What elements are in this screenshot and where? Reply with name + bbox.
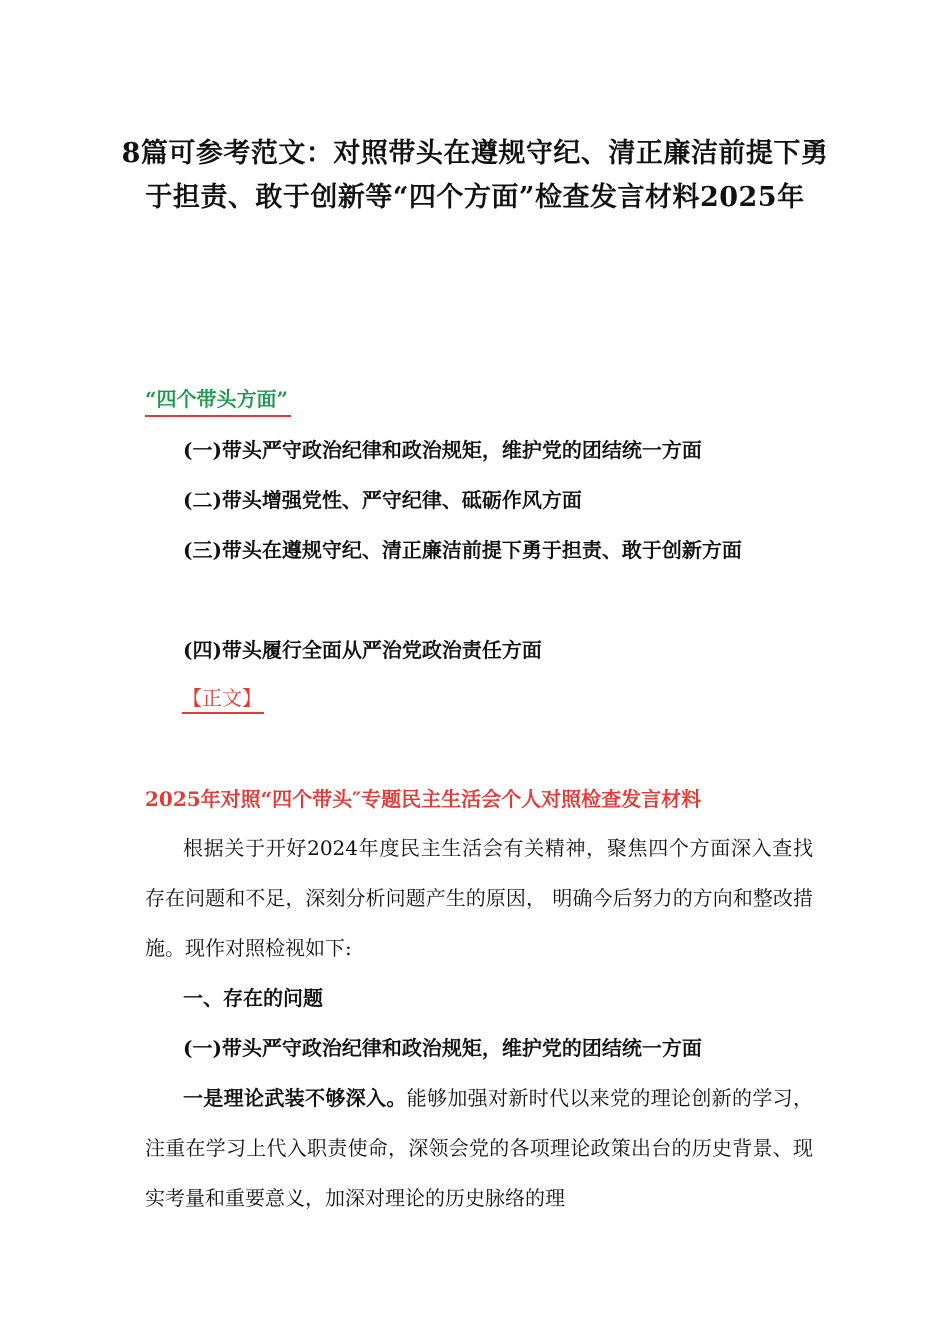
article-title: 2025年对照“四个带头″专题民主生活会个人对照检查发言材料 [145,787,702,811]
point-lead: 一是理论武装不够深入。 [183,1086,407,1110]
intro-paragraph: 根据关于开好2024年度民主生活会有关精神，聚焦四个方面深入查找存在问题和不足，深刻分析问题产生的原因， 明确今后努力的方向和整改措施。现作对照检视如下: [145,836,813,960]
section-label: “四个带头方面” [145,385,291,417]
zhengwen-label: 【正文】 [182,684,264,714]
list-item: (二)带头增强党性、严守纪律、砥砺作风方面 [183,488,582,512]
heading-1: 一、存在的问题 [183,986,323,1010]
subheading-1: (一)带头严守政治纪律和政治规矩，维护党的团结统一方面 [183,1036,702,1060]
list-item: (四)带头履行全面从严治党政治责任方面 [183,638,542,662]
list-item: (一)带头严守政治纪律和政治规矩，维护党的团结统一方面 [183,438,702,462]
document-title: 8篇可参考范文：对照带头在遵规守纪、清正廉洁前提下勇于担责、敢于创新等“四个方面”检查发言材料2025年 [121,138,829,213]
point-paragraph [145,1073,813,1223]
list-item: (三)带头在遵规守纪、清正廉洁前提下勇于担责、敢于创新方面 [183,538,742,562]
point-text: 能够加强对新时代以来党的理论创新的学习，注重在学习上代入职责使命，深领会党的各项理论政策出台的历史背景、现实考量和重要意义，加深对理论的历史脉络的理 [145,1086,814,1210]
